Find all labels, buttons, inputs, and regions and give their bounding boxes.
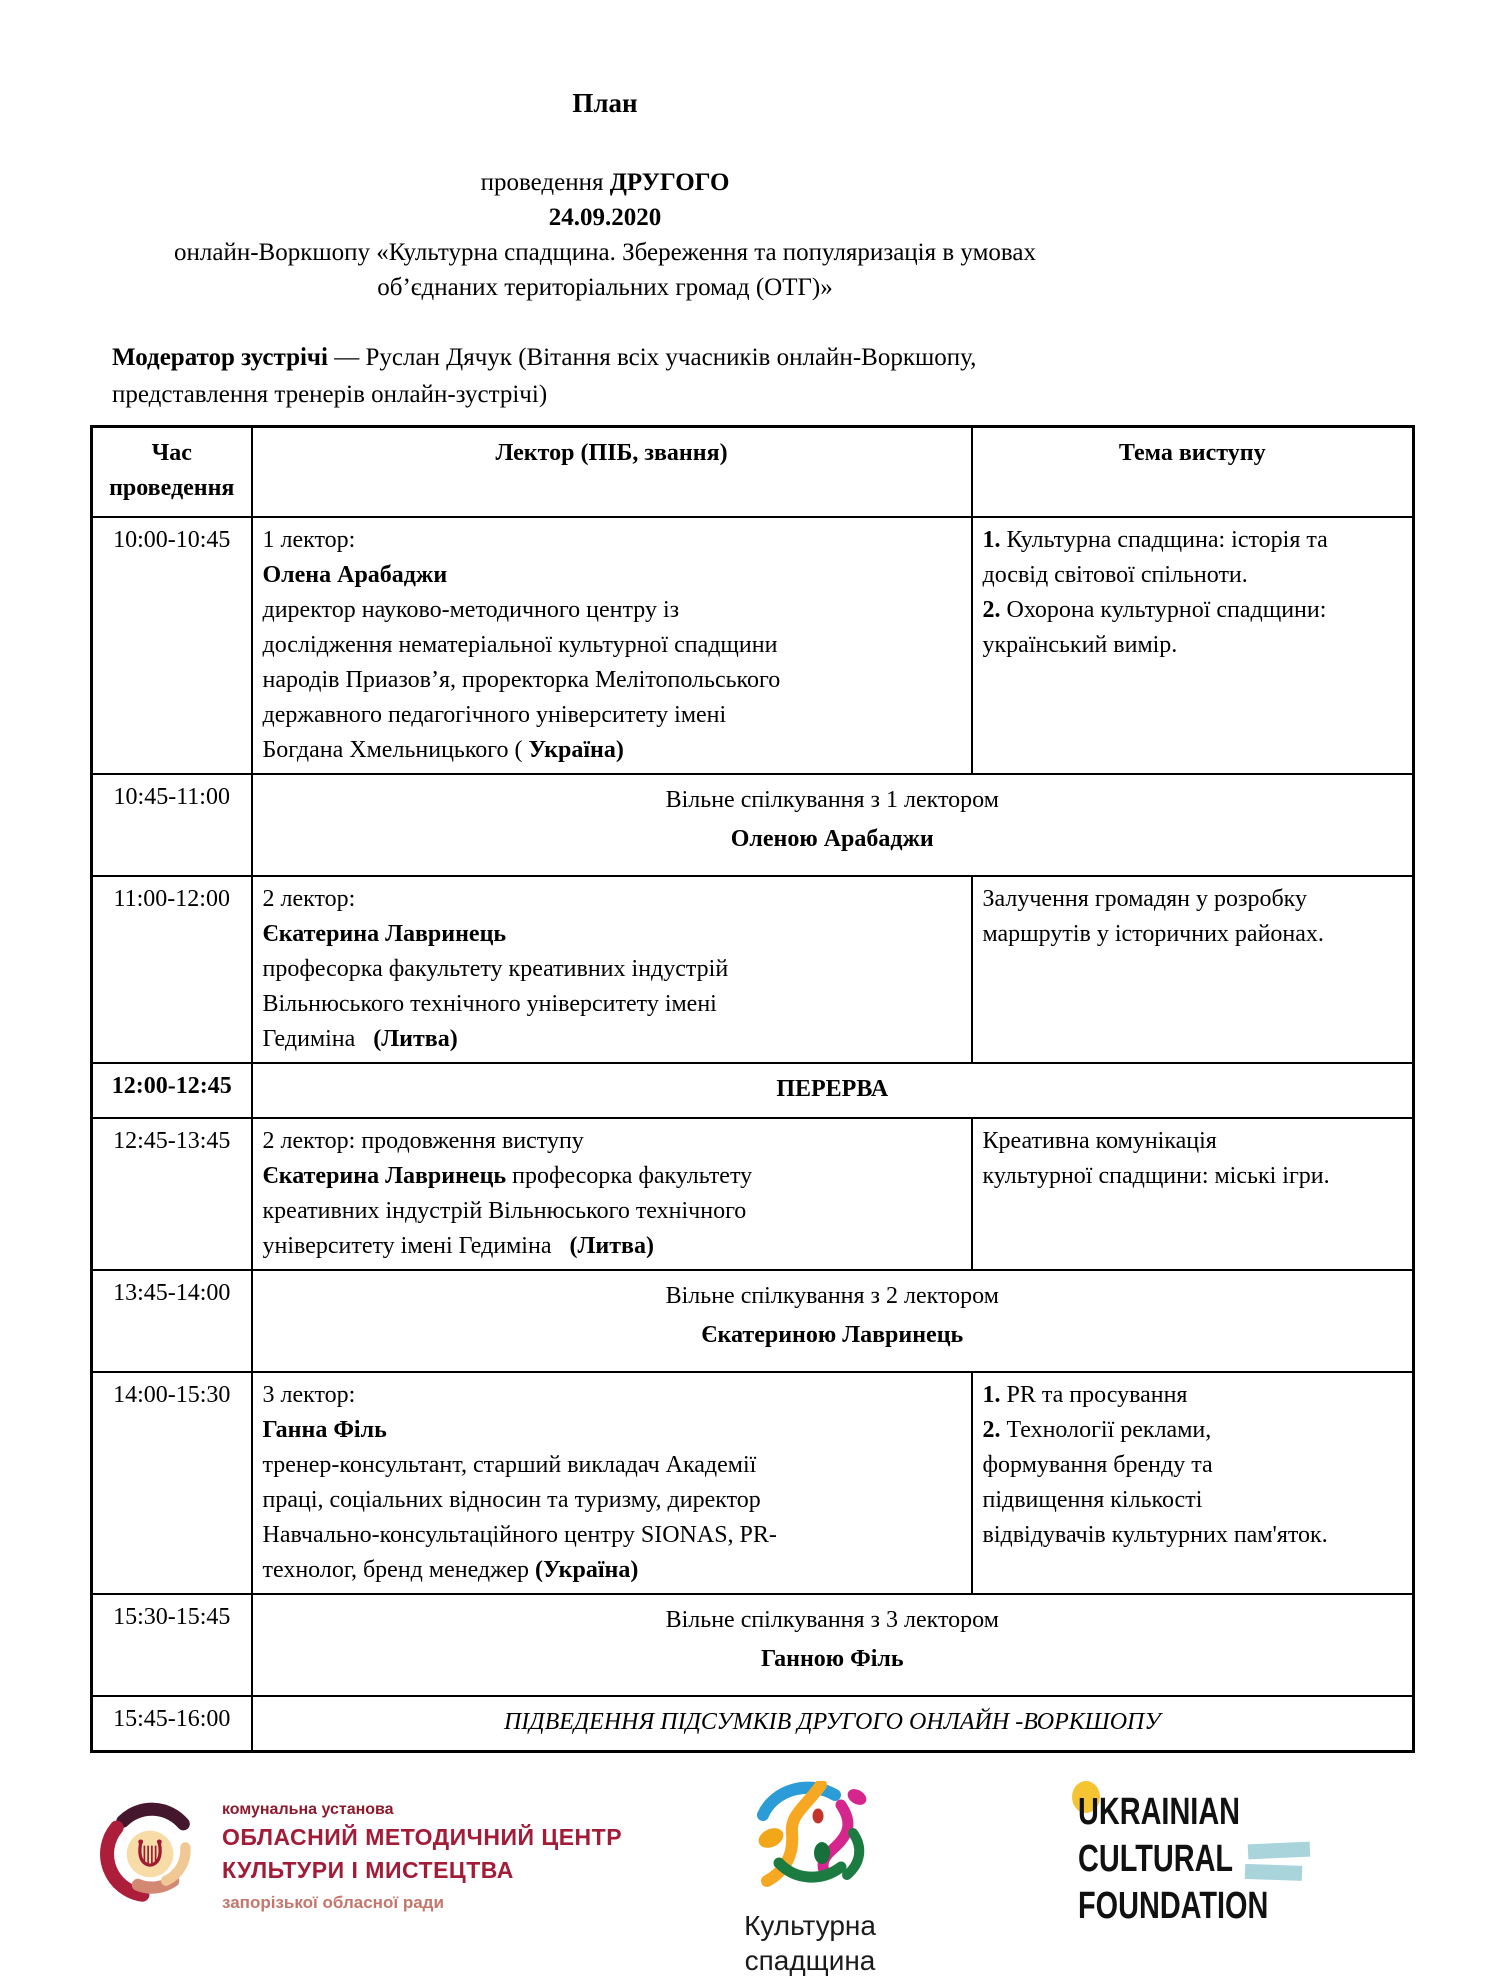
text-line [983, 558, 1405, 593]
lecturer-cell [252, 1118, 972, 1270]
text-line [261, 783, 1405, 818]
text-line [263, 733, 963, 768]
time-cell: 15:30-15:45 [92, 1594, 252, 1696]
text-line [263, 987, 963, 1022]
text-line [983, 593, 1405, 628]
omc-swirl-icon [94, 1793, 206, 1915]
subtitle-line [90, 165, 1120, 200]
text-line [261, 822, 1405, 857]
merged-cell [252, 1063, 1414, 1118]
ucf-equals-icon [1248, 1843, 1310, 1887]
text-line [983, 1518, 1405, 1553]
text-line [983, 917, 1405, 952]
text-line [263, 593, 963, 628]
text-segment: Вільне спілкування з 2 лектором [665, 1283, 999, 1309]
moderator-label: Модератор зустрічі [112, 344, 328, 371]
text-line [983, 1448, 1405, 1483]
text-segment: Технології реклами, [1000, 1417, 1212, 1443]
text-segment: 1. [982, 1382, 1001, 1408]
text-segment: професорка факультету креативних індустрій [262, 956, 729, 982]
text-line [983, 628, 1405, 663]
heritage-label-line1: Культурна [744, 1910, 876, 1941]
omc-org-type: комунальна установа [222, 1801, 394, 1818]
workshop-description-line1: онлайн-Воркшопу «Культурна спадщина. Збереження та популяризація в умовах [174, 239, 1036, 266]
ucf-name-line1: UKRAINIAN [1078, 1791, 1241, 1833]
moderator-line2: представлення тренерів онлайн-зустрічі) [112, 381, 548, 408]
text-segment: ПЕРЕРВА [776, 1076, 889, 1102]
text-line [983, 1124, 1405, 1159]
merged-cell [252, 1594, 1414, 1696]
document-header [90, 86, 1120, 305]
text-line [263, 1378, 963, 1413]
subtitle-prefix: проведення [480, 169, 610, 196]
text-segment: Вільне спілкування з 3 лектором [665, 1607, 999, 1633]
text-segment: ПІДВЕДЕННЯ ПІДСУМКІВ ДРУГОГО ОНЛАЙН -ВОРКШОПУ [503, 1709, 1161, 1735]
time-cell: 12:45-13:45 [92, 1118, 252, 1270]
moderator-note [90, 339, 1412, 413]
table-row [92, 1118, 1414, 1270]
text-segment: 1. [982, 527, 1001, 553]
footer-logos [90, 1781, 1412, 1986]
text-segment: 2 лектор: [262, 886, 356, 912]
time-cell: 10:00-10:45 [92, 517, 252, 774]
table-row [92, 1372, 1414, 1594]
text-segment: культурної спадщини: міські ігри. [982, 1163, 1330, 1189]
time-cell: 15:45-16:00 [92, 1696, 252, 1752]
text-segment: відвідувачів культурних пам'яток. [982, 1522, 1328, 1548]
text-line [263, 882, 963, 917]
doc-title: План [572, 88, 638, 118]
table-row [92, 1270, 1414, 1372]
text-segment: 2. [982, 597, 1001, 623]
cultural-heritage-logo [698, 1781, 922, 1978]
text-segment: Оленою Арабаджи [730, 826, 934, 852]
text-line [983, 1413, 1405, 1448]
text-segment: креативних індустрій Вільнюського технічного [262, 1198, 747, 1224]
text-segment: 2 лектор: продовження виступу [262, 1128, 584, 1154]
text-segment: Єкатериною Лавринець [701, 1322, 964, 1348]
time-cell: 10:45-11:00 [92, 774, 252, 876]
text-segment: (Литва) [569, 1233, 654, 1259]
topic-cell [972, 1118, 1414, 1270]
time-cell: 14:00-15:30 [92, 1372, 252, 1594]
dancing-figures-icon [735, 1781, 885, 1899]
time-cell: 11:00-12:00 [92, 876, 252, 1063]
header-topic: Тема виступу [972, 427, 1414, 518]
text-segment: Ганна Філь [262, 1417, 387, 1443]
text-segment: Залучення громадян у розробку [982, 886, 1307, 912]
text-line [263, 1124, 963, 1159]
text-segment: державного педагогічного університету імені [262, 702, 727, 728]
text-segment: (Литва) [373, 1026, 458, 1052]
topic-cell [972, 1372, 1414, 1594]
text-segment: професорка факультету [506, 1163, 753, 1189]
text-line [263, 1229, 963, 1264]
text-line [263, 663, 963, 698]
ucf-name-line2: CULTURAL [1078, 1838, 1234, 1880]
text-segment: технолог, бренд менеджер [262, 1557, 536, 1583]
text-line [263, 1159, 963, 1194]
header-lecturer: Лектор (ПІБ, звання) [252, 427, 972, 518]
text-line [263, 698, 963, 733]
text-segment: український вимір. [982, 632, 1178, 658]
text-segment: Культурна спадщина: історія та [1000, 527, 1328, 553]
text-line [261, 1603, 1405, 1638]
text-line [983, 523, 1405, 558]
lecturer-cell [252, 1372, 972, 1594]
text-segment: Богдана Хмельницького ( [262, 737, 529, 763]
text-segment: Україна) [528, 737, 624, 763]
text-segment: PR та просування [1000, 1382, 1188, 1408]
text-segment: тренер-консультант, старший викладач Академії [262, 1452, 757, 1478]
text-segment: 2. [982, 1417, 1001, 1443]
text-line [983, 1483, 1405, 1518]
text-segment: Гедиміна [262, 1026, 374, 1052]
text-segment: 1 лектор: [262, 527, 356, 553]
text-segment: університету імені Гедиміна [262, 1233, 570, 1259]
text-segment: Навчально-консультаційного центру SIONAS, PR- [262, 1522, 777, 1548]
table-row [92, 1696, 1414, 1752]
text-line [263, 1483, 963, 1518]
text-segment: Вільне спілкування з 1 лектором [665, 787, 999, 813]
text-line [261, 1279, 1405, 1314]
date-line: 24.09.2020 [548, 204, 662, 231]
text-line [263, 1022, 963, 1057]
table-row [92, 517, 1414, 774]
text-line [261, 1318, 1405, 1353]
workshop-description-line2: об’єднаних територіальних громад (ОТГ)» [377, 274, 833, 301]
lecturer-cell [252, 517, 972, 774]
text-segment: Олена Арабаджи [262, 562, 448, 588]
text-line [261, 1705, 1405, 1740]
table-row [92, 774, 1414, 876]
text-line [261, 1072, 1405, 1107]
omc-name-line2: КУЛЬТУРИ І МИСТЕЦТВА [222, 1857, 514, 1883]
omc-name-line1: ОБЛАСНИЙ МЕТОДИЧНИЙ ЦЕНТР [222, 1824, 623, 1850]
ucf-logo [1078, 1789, 1378, 1930]
text-line [263, 628, 963, 663]
text-segment: Ганною Філь [760, 1646, 904, 1672]
heritage-label-line2: спадщина [744, 1945, 876, 1976]
moderator-text: — Руслан Дячук (Вітання всіх учасників онлайн-Воркшопу, [327, 344, 977, 371]
omc-logo [94, 1793, 622, 1915]
text-line [983, 1159, 1405, 1194]
text-line [983, 882, 1405, 917]
merged-cell [252, 1270, 1414, 1372]
ucf-name-line3: FOUNDATION [1078, 1885, 1269, 1927]
lecturer-cell [252, 876, 972, 1063]
text-line [263, 1518, 963, 1553]
text-segment: (Україна) [535, 1557, 639, 1583]
time-cell: 12:00-12:45 [92, 1063, 252, 1118]
schedule-table [90, 425, 1415, 1753]
text-segment: 3 лектор: [262, 1382, 356, 1408]
header-time: Час проведення [92, 427, 252, 518]
text-line [983, 1378, 1405, 1413]
table-header-row [92, 427, 1414, 518]
table-row [92, 876, 1414, 1063]
text-segment: праці, соціальних відносин та туризму, директор [262, 1487, 761, 1513]
time-cell: 13:45-14:00 [92, 1270, 252, 1372]
text-segment: Охорона культурної спадщини: [1000, 597, 1327, 623]
text-line [263, 1448, 963, 1483]
text-segment: Креативна комунікація [982, 1128, 1217, 1154]
subtitle-bold: ДРУГОГО [609, 169, 730, 196]
text-segment: Вільнюського технічного університету імені [262, 991, 717, 1017]
merged-cell [252, 1696, 1414, 1752]
heritage-label [698, 1908, 922, 1978]
omc-text-block [222, 1793, 622, 1915]
text-line [263, 917, 963, 952]
text-segment: підвищення кількості [982, 1487, 1203, 1513]
topic-cell [972, 876, 1414, 1063]
text-line [263, 1553, 963, 1588]
text-segment: народів Приазов’я, проректорка Мелітопольського [262, 667, 781, 693]
text-line [263, 558, 963, 593]
text-segment: директор науково-методичного центру із [262, 597, 680, 623]
text-segment: формування бренду та [982, 1452, 1213, 1478]
text-line [263, 1413, 963, 1448]
text-segment: Єкатерина Лавринець [262, 1163, 507, 1189]
text-line [263, 952, 963, 987]
merged-cell [252, 774, 1414, 876]
text-segment: досвід світової спільноти. [982, 562, 1248, 588]
text-line [263, 523, 963, 558]
text-line [261, 1642, 1405, 1677]
omc-region: запорізької обласної ради [222, 1893, 444, 1912]
table-row [92, 1063, 1414, 1118]
text-segment: Єкатерина Лавринець [262, 921, 507, 947]
text-segment: маршрутів у історичних районах. [982, 921, 1324, 947]
moderator-line1 [112, 339, 1412, 376]
table-row [92, 1594, 1414, 1696]
text-segment: дослідження нематеріальної культурної спадщини [262, 632, 778, 658]
topic-cell [972, 517, 1414, 774]
text-line [263, 1194, 963, 1229]
